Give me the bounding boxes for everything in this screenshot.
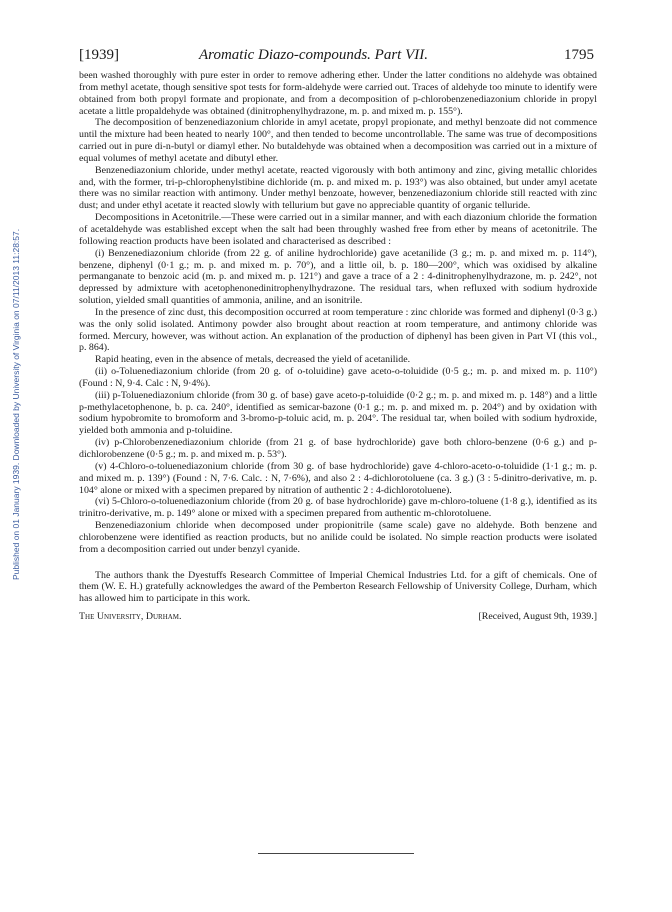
paragraph: (v) 4-Chloro-o-toluenediazonium chloride (from 30 g. of base hydrochloride) gave 4-chloro-aceto-o-toluidide (1·1 g.; m. p. and mixed m. p. 139°) (Found : N, 7·6. Calc. : N, 7·6%), and also 2 : 4-dichlorotoluene (ca. 3 g.) (3 : 5-dinitro-derivative, m. p. 104° alone or mixed with a specimen prepared by nitration of authentic 2 : 4-dichlorotoluene).	[79, 460, 597, 496]
download-watermark-text: Published on 01 January 1939. Downloaded by University of Virginia on 07/11/2013 11:28:57.	[11, 228, 21, 580]
affiliation: The University, Durham.	[79, 611, 182, 623]
header-year: [1939]	[79, 47, 119, 63]
spacer	[79, 556, 597, 570]
paragraph: (iii) p-Toluenediazonium chloride (from 30 g. of base) gave aceto-p-toluidide (0·2 g.; m. p. and mixed m. p. 148°) and a little p-methylacetophenone, b. p. ca. 240°, identified as semicar-bazone (0·1 g.; m. p. and mixed m. p. 204°) and by oxidation with sodium hypobromite to bromoform and 3-bromo-p-toluic acid, m. p. 204°. The residual tar, when boiled with sodium hydroxide, yielded both ammonia and p-toluidine.	[79, 389, 597, 437]
paragraph: (vi) 5-Chloro-o-toluenediazonium chloride (from 20 g. of base hydrochloride) gave m-chloro-toluene (1·8 g.), identified as its trinitro-derivative, m. p. 149° alone or mixed with a specimen prepared from authentic m-chlorotoluene.	[79, 496, 597, 520]
paragraph: been washed thoroughly with pure ester in order to remove adhering ether. Under the latter conditions no aldehyde was obtained from methyl acetate, though sensitive spot tests for form-aldehyde were carried out. Traces of aldehyde too minute to identify were obtained from both propyl formate and propionate, and from a decomposition of p-chlorobenzenediazonium chloride in propyl acetate a little propaldehyde was obtained (dinitrophenylhydrazone, m. p. and mixed m. p. 155°).	[79, 70, 598, 117]
paragraph: The decomposition of benzenediazonium chloride in amyl acetate, propyl propionate, and methyl benzoate did not commence until the mixture had been heated to nearly 100°, and then tended to become uncontrollable. The same was true of decompositions carried out in pure di-n-butyl or diamyl ether. No butaldehyde was obtained when a decomposition was carried out in a mixture of equal volumes of methyl acetate and dibutyl ether.	[79, 117, 597, 164]
running-header	[79, 47, 594, 65]
received-date: [Received, August 9th, 1939.]	[478, 611, 597, 623]
paragraph: (ii) o-Toluenediazonium chloride (from 20 g. of o-toluidine) gave aceto-o-toluidide (0·5 g.; m. p. and mixed m. p. 110°) (Found : N, 9·4. Calc : N, 9·4%).	[79, 366, 597, 389]
header-title: Aromatic Diazo-compounds. Part VII.	[199, 47, 428, 63]
download-watermark	[11, 160, 21, 580]
page-number: 1795	[564, 47, 594, 63]
paragraph: Benzenediazonium chloride, under methyl acetate, reacted vigorously with both antimony and zinc, giving metallic chlorides and, with the former, tri-p-chlorophenylstibine dichloride (m. p. and mixed m. p. 193°) was also obtained, but under amyl acetate there was no similar reaction with antimony. Under methyl benzoate, however, benzenediazonium chloride still reacted with zinc dust; and under ethyl acetate it reacted slowly with tellurium but gave no appreciable quantity of organic telluride.	[79, 164, 597, 212]
paragraph: (i) Benzenediazonium chloride (from 22 g. of aniline hydrochloride) gave acetanilide (3 g.; m. p. and mixed m. p. 114°), benzene, diphenyl (0·1 g.; m. p. and mixed m. p. 70°), and a little oil, b. p. 180—200°, which was oxidised by alkaline permanganate to benzoic acid (m. p. and mixed m. p. 121°) and gave a trace of a 2 : 4-dinitrophenylhydrazone, m. p. 242°, not depressed by admixture with acetophenonedinitrophenylhydrazone. The residual tars, when refluxed with sodium hydroxide solution, yielded small quantities of ammonia, aniline, and an isonitrile.	[79, 247, 597, 307]
footer-line	[79, 611, 597, 623]
paragraph: Rapid heating, even in the absence of metals, decreased the yield of acetanilide.	[95, 354, 411, 366]
paragraph: Benzenediazonium chloride when decomposed under propionitrile (same scale) gave no aldehyde. Both benzene and chlorobenzene were identified as reaction products, but no anilide could be isolated. No simple reaction products were isolated from a decomposition carried out under benzyl cyanide.	[79, 520, 597, 555]
article-body	[79, 70, 597, 623]
paragraph: In the presence of zinc dust, this decomposition occurred at room temperature : zinc chloride was formed and diphenyl (0·3 g.) was the only solid isolated. Antimony powder also brought about reaction at room temperature, and antimony chloride was formed. Mercury, however, was without action. An explanation of the production of diphenyl has been given in Part VI (this vol., p. 864).	[79, 306, 597, 354]
acknowledgement: The authors thank the Dyestuffs Research Committee of Imperial Chemical Industries Ltd. for a gift of chemicals. One of them (W. E. H.) gratefully acknowledges the award of the Pemberton Research Fellowship of University College, Durham, which has allowed him to participate in this work.	[79, 569, 597, 605]
end-rule	[258, 853, 414, 854]
paragraph: Decompositions in Acetonitrile.—These were carried out in a similar manner, and with each diazonium chloride the formation of acetaldehyde was established except when the salt had been throughly washed free from ether by means of acetonitrile. The following reaction products have been isolated and characterised as described :	[79, 212, 597, 247]
paragraph: (iv) p-Chlorobenzenediazonium chloride (from 21 g. of base hydrochloride) gave both chloro-benzene (0·6 g.) and p-dichlorobenzene (0·5 g.; m. p. and mixed m. p. 53°).	[79, 437, 597, 460]
